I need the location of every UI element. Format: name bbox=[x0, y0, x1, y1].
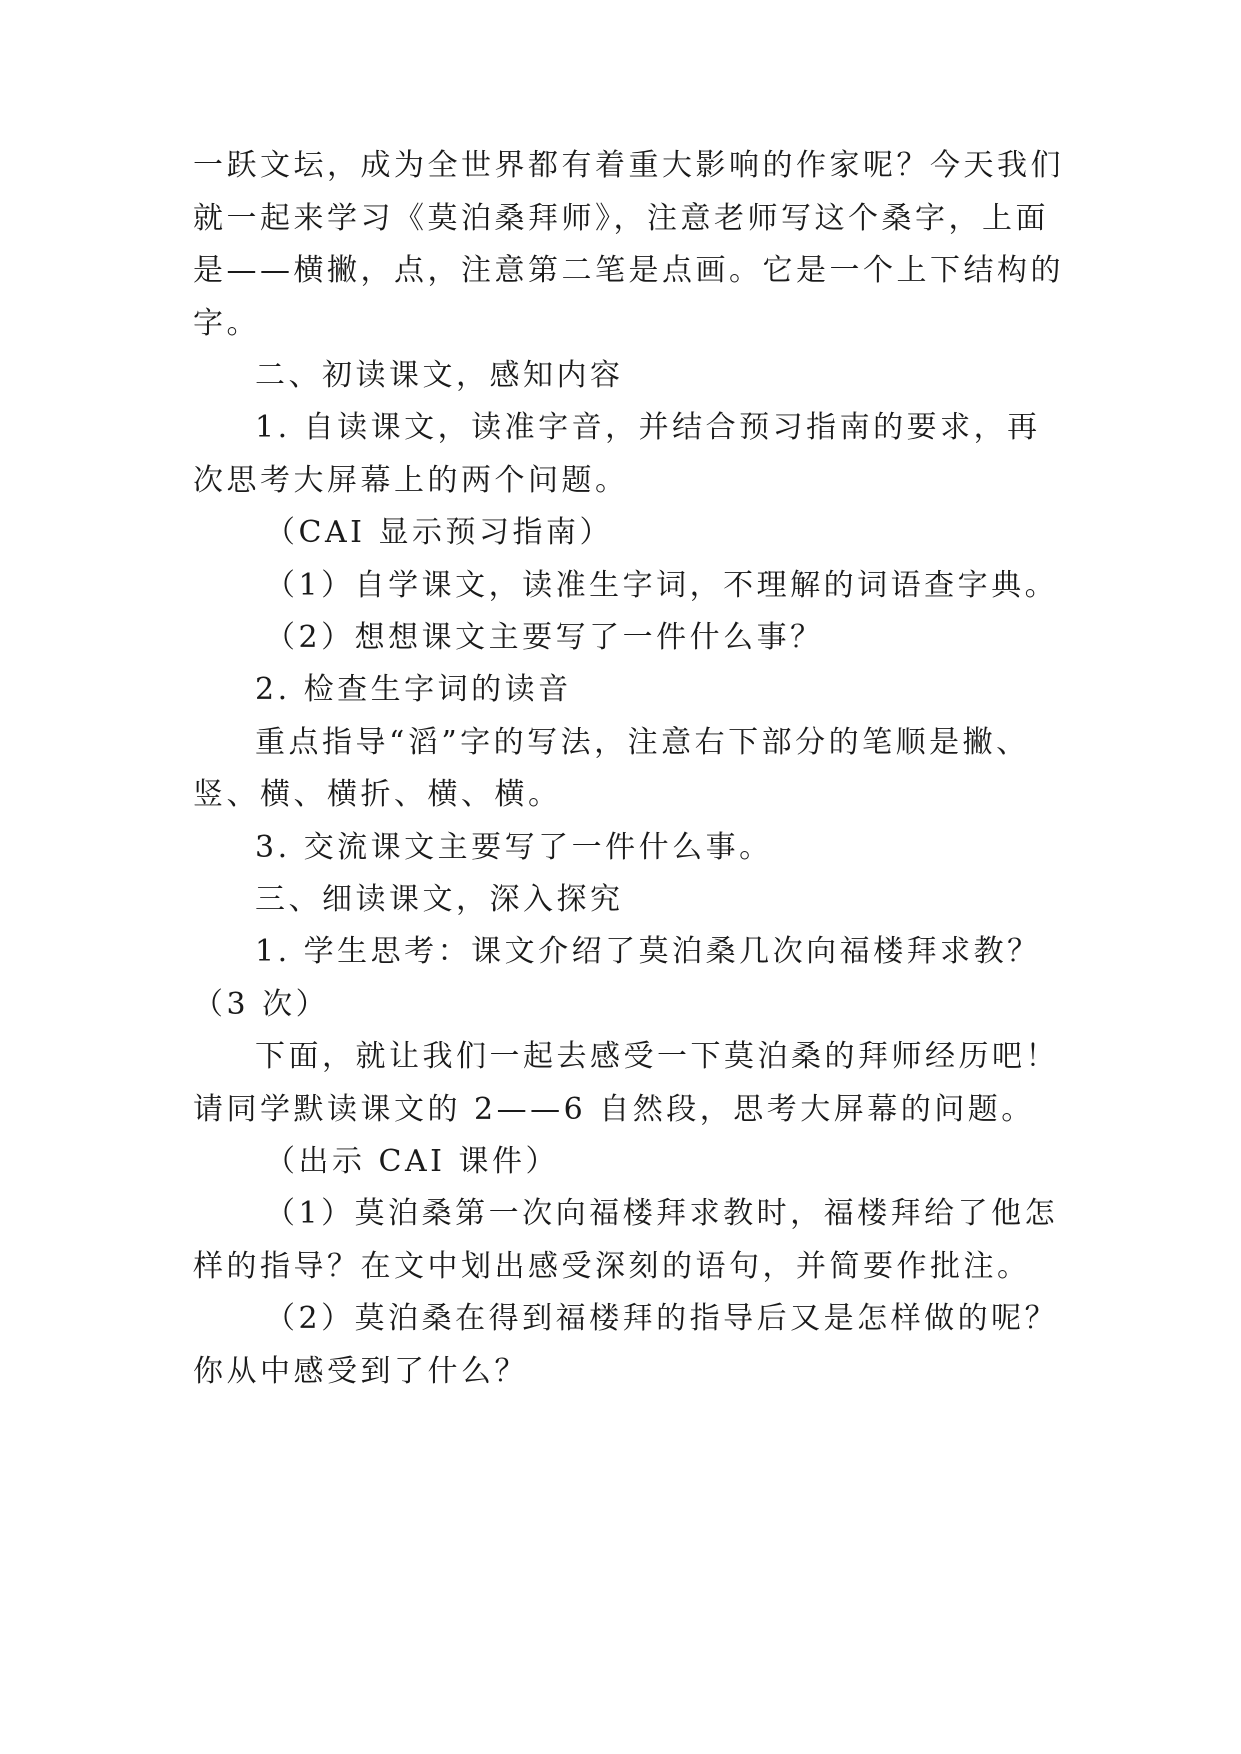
paragraph-line: 重点指导“滔”字的写法，注意右下部分的笔顺是撇、 bbox=[255, 725, 1030, 760]
paragraph-line: 1. 自读课文，读准字音，并结合预习指南的要求，再 bbox=[255, 410, 1041, 445]
list-item: （2）莫泊桑在得到福楼拜的指导后又是怎样做的呢？ bbox=[265, 1301, 1059, 1336]
paragraph-line: 1. 学生思考：课文介绍了莫泊桑几次向福楼拜求教？ bbox=[255, 934, 1041, 969]
list-item: （1）自学课文，读准生字词，不理解的词语查字典。 bbox=[265, 568, 1059, 603]
paragraph-line: （出示 CAI 课件） bbox=[265, 1144, 560, 1179]
list-item: （1）莫泊桑第一次向福楼拜求教时，福楼拜给了他怎 bbox=[265, 1196, 1059, 1231]
paragraph-line: 请同学默读课文的 2——6 自然段，思考大屏幕的问题。 bbox=[193, 1092, 1035, 1127]
section-heading: 三、细读课文，深入探究 bbox=[255, 882, 624, 917]
section-heading: 二、初读课文，感知内容 bbox=[255, 358, 624, 393]
paragraph-line: 是——横撇，点，注意第二笔是点画。它是一个上下结构的 bbox=[193, 253, 1064, 288]
paragraph-line: 字。 bbox=[193, 306, 260, 341]
paragraph-line: （3 次） bbox=[193, 987, 330, 1022]
paragraph-line: 样的指导？在文中划出感受深刻的语句，并简要作批注。 bbox=[193, 1249, 1031, 1284]
paragraph-line: 就一起来学习《莫泊桑拜师》，注意老师写这个桑字，上面 bbox=[193, 201, 1049, 236]
paragraph-line: 一跃文坛，成为全世界都有着重大影响的作家呢？今天我们 bbox=[193, 148, 1064, 183]
paragraph-line: 2. 检查生字词的读音 bbox=[255, 672, 572, 707]
paragraph-line: 竖、横、横折、横、横。 bbox=[193, 777, 562, 812]
paragraph-line: 次思考大屏幕上的两个问题。 bbox=[193, 463, 629, 498]
paragraph-line: （CAI 显示预习指南） bbox=[265, 515, 614, 550]
paragraph-line: 你从中感受到了什么？ bbox=[193, 1354, 528, 1389]
paragraph-line: 下面，就让我们一起去感受一下莫泊桑的拜师经历吧！ bbox=[255, 1039, 1059, 1074]
list-item: （2）想想课文主要写了一件什么事？ bbox=[265, 620, 824, 655]
paragraph-line: 3. 交流课文主要写了一件什么事。 bbox=[255, 830, 773, 865]
